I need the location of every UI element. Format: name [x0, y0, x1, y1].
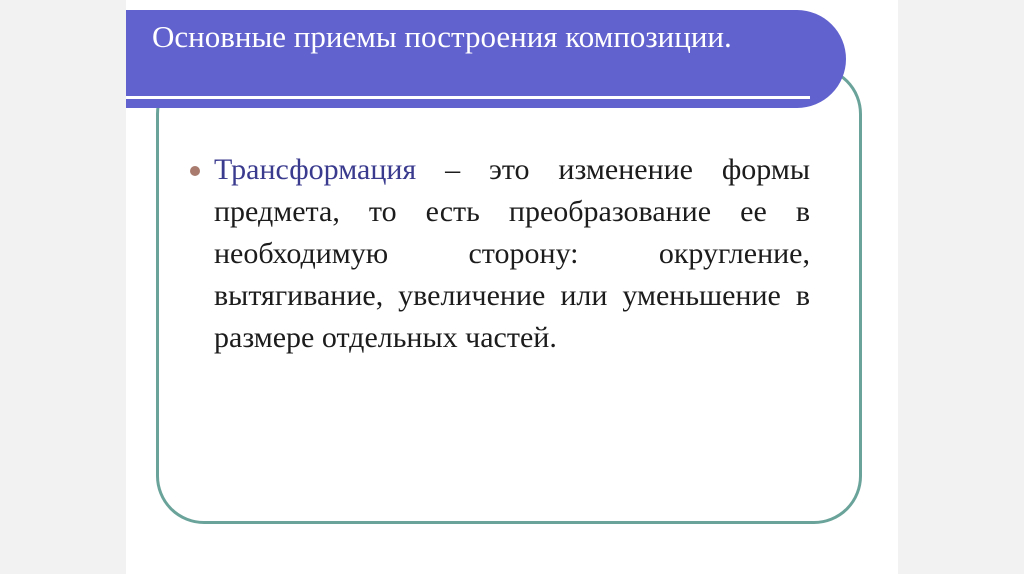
bullet-paragraph: [214, 149, 810, 359]
bullet-text: – это изменение формы предмета, то есть преобразование ее в необходимую сторону: округление, вытягивание, увеличение или уменьшение в размере отдельных частей.: [214, 153, 810, 354]
bullet-dot-icon: [190, 166, 200, 176]
bullet-term: Трансформация: [214, 153, 417, 186]
title-underline: [126, 96, 810, 99]
slide-title: Основные приемы построения композиции.: [152, 19, 732, 54]
